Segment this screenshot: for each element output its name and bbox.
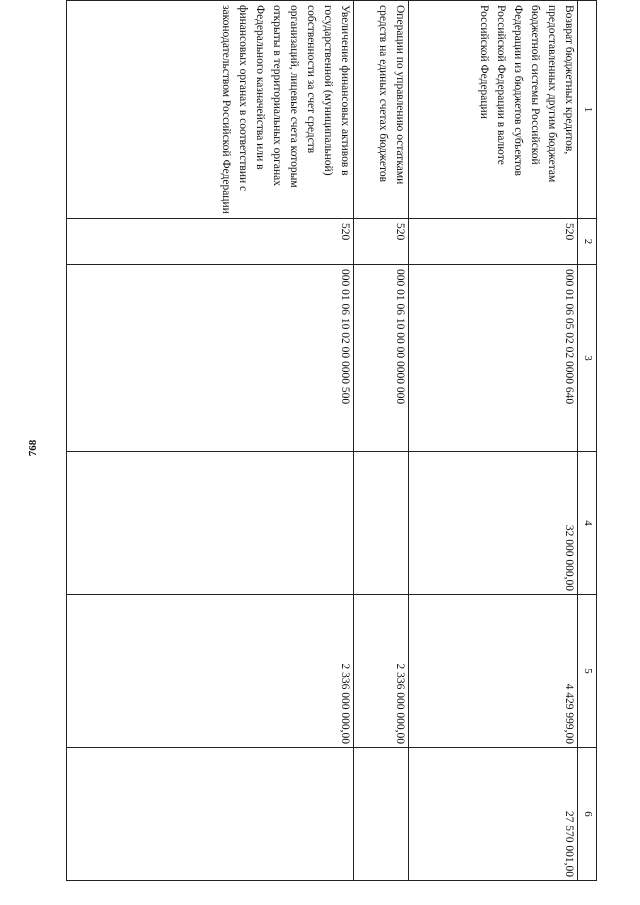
row-col5-cell: 4 429 999,00 — [409, 595, 578, 748]
header-cell: 5 — [578, 595, 597, 748]
row-col6-cell — [354, 748, 409, 881]
row-kbk-cell: 000 01 06 10 02 00 0000 500 — [67, 265, 354, 452]
row-col5-cell: 2 336 000 000,00 — [67, 595, 354, 748]
header-cell: 1 — [578, 1, 597, 219]
row-col4-cell — [354, 452, 409, 595]
row-col4-cell — [67, 452, 354, 595]
row-kbk-cell: 000 01 06 05 02 02 0000 640 — [409, 265, 578, 452]
row-code-cell: 520 — [409, 219, 578, 265]
header-cell: 6 — [578, 748, 597, 881]
row-name-cell: Возврат бюджетных кредитов, предоставленных другим бюджетам бюджетной системы Российской Федерации из бюджетов субъектов Российской Федерации в валюте Российской Федерации — [409, 1, 578, 219]
table-row — [409, 1, 578, 881]
table-row — [354, 1, 409, 881]
rotated-table-wrapper — [60, 0, 597, 880]
table-header-row — [578, 1, 597, 881]
budget-table — [66, 0, 597, 881]
table-row — [67, 1, 354, 881]
row-col5-cell: 2 336 000 000,00 — [354, 595, 409, 748]
row-code-cell: 520 — [354, 219, 409, 265]
row-name-cell: Увеличение финансовых активов в государственной (муниципальной) собственности за счет средств организаций, лицевые счета которым открыты в территориальных органах Федерального казначейства или в финансовых органах в соответствии с законодательством Российской Федерации — [67, 1, 354, 219]
document-page — [60, 0, 597, 905]
row-name-cell: Операции по управлению остатками средств на единых счетах бюджетов — [354, 1, 409, 219]
row-col6-cell — [67, 748, 354, 881]
header-cell: 4 — [578, 452, 597, 595]
page-number: 768 — [27, 439, 39, 457]
header-cell: 3 — [578, 265, 597, 452]
header-cell: 2 — [578, 219, 597, 265]
row-code-cell: 520 — [67, 219, 354, 265]
row-col6-cell: 27 570 001,00 — [409, 748, 578, 881]
row-col4-cell: 32 000 000,00 — [409, 452, 578, 595]
row-kbk-cell: 000 01 06 10 00 00 0000 000 — [354, 265, 409, 452]
